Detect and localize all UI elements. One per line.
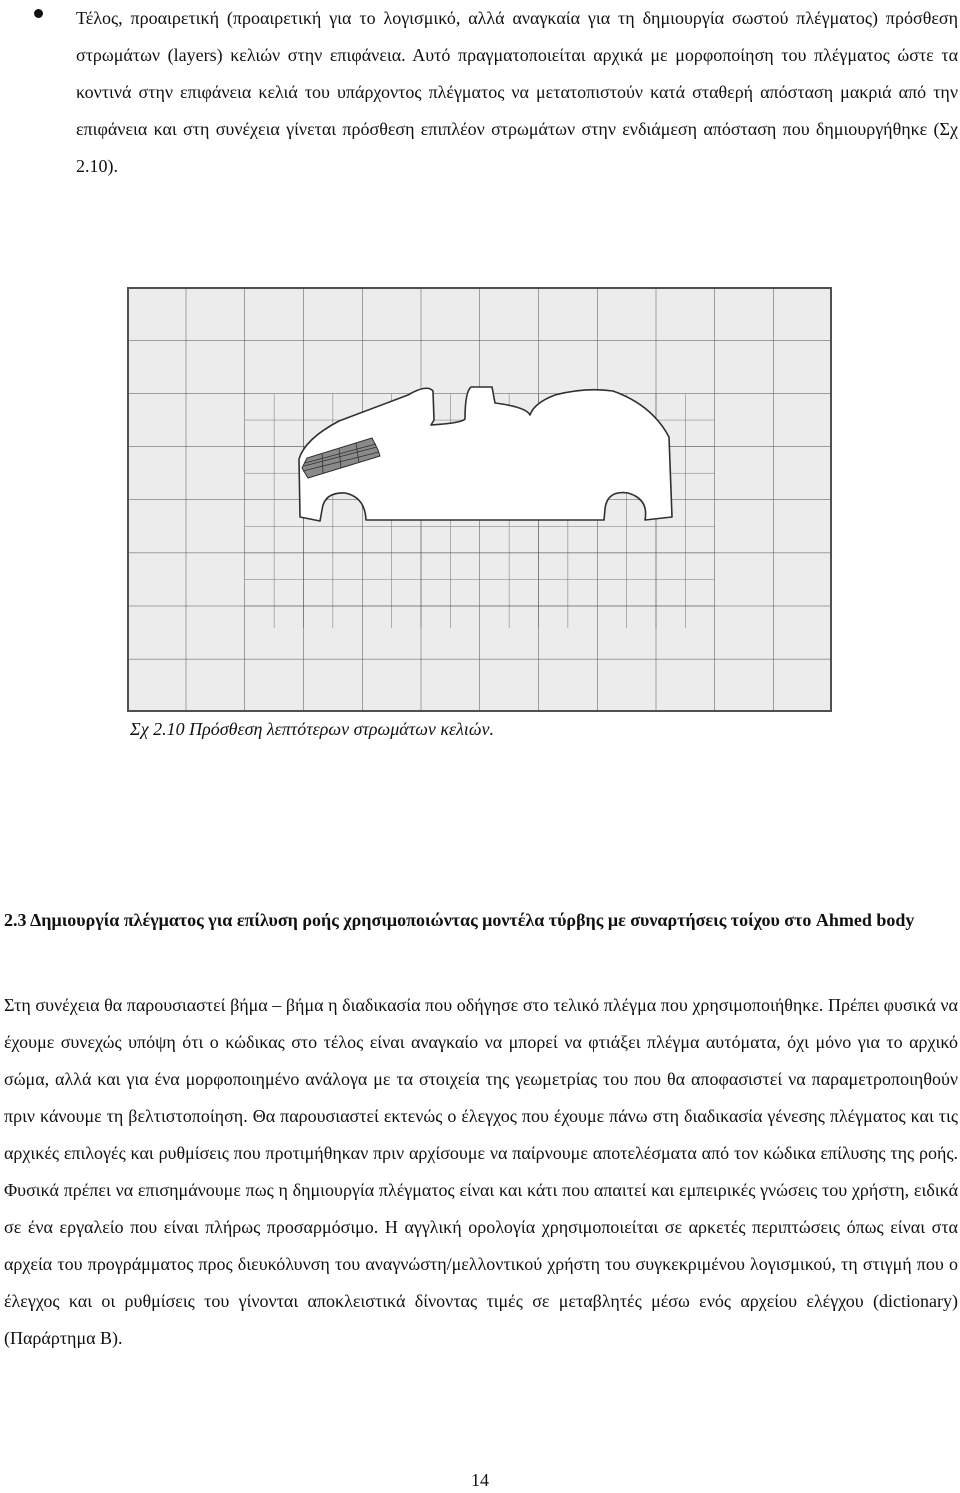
page-number: 14 [471,1470,489,1490]
section-paragraph: Στη συνέχεια θα παρουσιαστεί βήμα – βήμα η διαδικασία που οδήγησε στο τελικό πλέγμα που χρησιμοποιήθηκε. Πρέπει φυσικά να έχουμε συνεχώς υπόψη ότι ο κώδικας στο τέλος είναι αναγκαίο να μπορεί να φτιάξει πλέγμα αυτόματα, όχι μόνο για το αρχικό σώμα, αλλά και για ένα μορφοποιημένο ανάλογα με τα στοιχεία της γεωμετρίας του που θα αποφασιστεί να παραμετροποιηθούν πριν κάνουμε τη βελτιστοποίηση. Θα παρουσιαστεί εκτενώς ο έλεγχος που έχουμε πάνω στη διαδικασία γένεσης πλέγματος και τις αρχικές επιλογές και ρυθμίσεις που προτιμήθηκαν πριν αρχίσουμε να παίρνουμε αποτελέσματα από τον κώδικα επίλυσης της ροής. Φυσικά πρέπει να επισημάνουμε πως η δημιουργία πλέγματος είναι και κάτι που απαιτεί και εμπειρικές γνώσεις του χρήστη, ειδικά σε ένα εργαλείο που είναι πλήρως προσαρμόσιμο. Η αγγλική ορολογία χρησιμοποιείται σε αρκετές περιπτώσεις όπως είναι στα αρχεία του προγράμματος προς διευκόλυνση του αναγνώστη/μελλοντικού χρήστη του συγκεκριμένου λογισμικού, τη στιγμή που ο έλεγχος και οι ρυθμίσεις του γίνονται αποκλειστικά δίνοντας τιμές σε μεταβλητές μέσω ενός αρχείου ελέγχου (dictionary) (Παράρτημα Β). [4,995,958,1348]
car-mesh-diagram [127,287,832,712]
bullet-paragraph: Τέλος, προαιρετική (προαιρετική για το λογισμικό, αλλά αναγκαία για τη δημιουργία σωστού πλέγματος) πρόσθεση στρωμάτων (layers) κελιών στην επιφάνεια. Αυτό πραγματοποιείται αρχικά με μορφοποίηση του πλέγματος ώστε τα κοντινά στην επιφάνεια κελιά του υπάρχοντος πλέγματος να μετατοπιστούν κατά σταθερή απόσταση μακριά από την επιφάνεια και στη συνέχεια γίνεται πρόσθεση επιπλέον στρωμάτων στην ενδιάμεση απόσταση που δημιουργήθηκε (Σχ 2.10). [76,8,958,176]
mesh-figure [127,287,832,712]
section-heading: 2.3 Δημιουργία πλέγματος για επίλυση ροής χρησιμοποιώντας μοντέλα τύρβης με συναρτήσεις τοίχου στο Ahmed body [4,910,915,930]
figure-caption: Σχ 2.10 Πρόσθεση λεπτότερων στρωμάτων κελιών. [130,719,494,739]
bullet-icon [34,9,43,18]
